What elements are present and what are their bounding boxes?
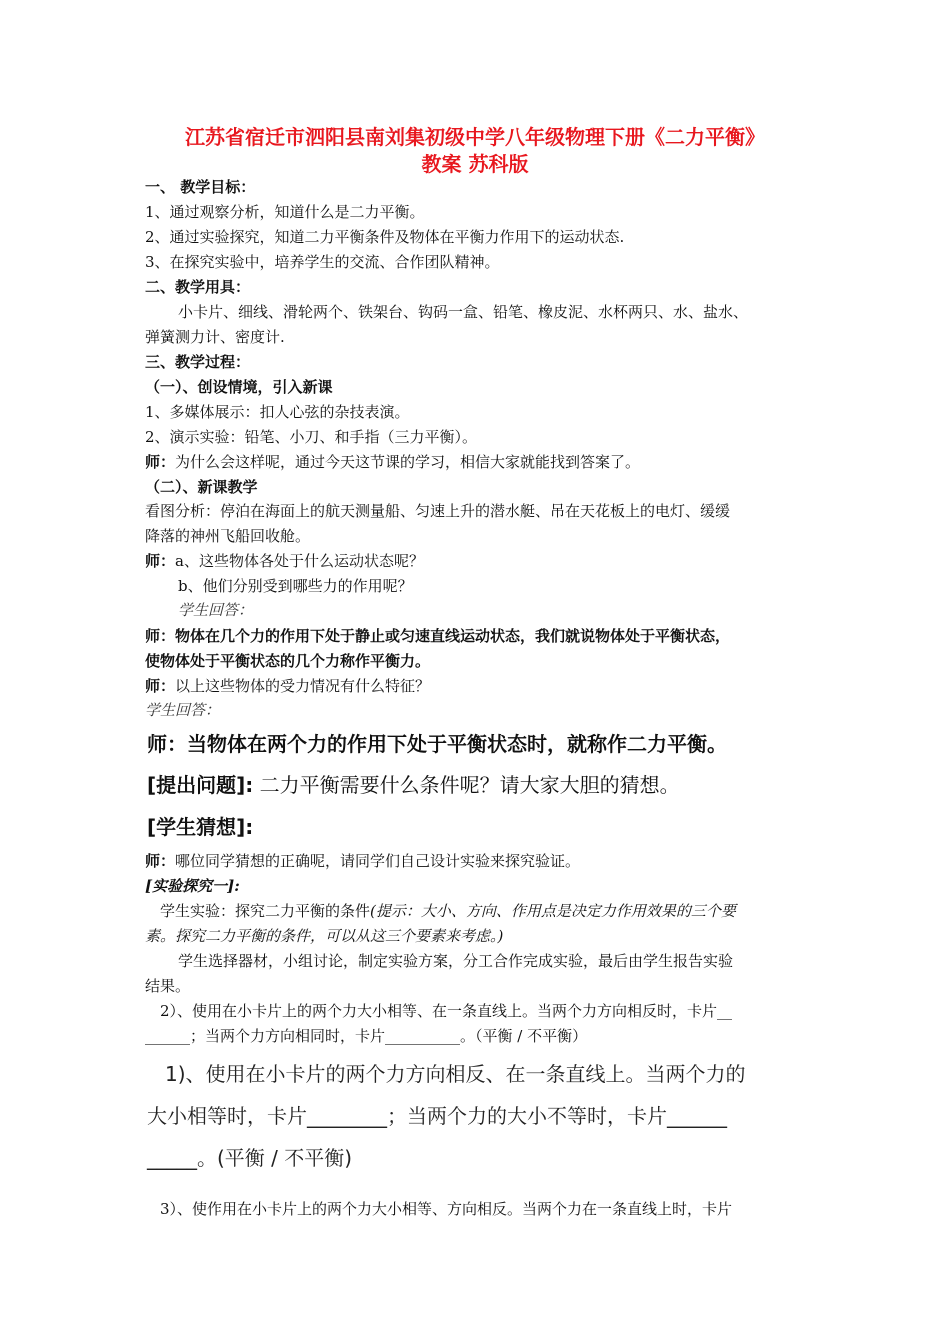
student-guess-label: [学生猜想]: — [147, 815, 254, 839]
teacher-text: 以上这些物体的受力情况有什么特征？ — [175, 677, 431, 695]
teacher-line-3 — [145, 850, 815, 872]
student-experiment-text: 学生实验：探究二力平衡的条件 — [160, 902, 371, 920]
condition-2-line-2: ______；当两个力方向相同时，卡片__________。（平衡 / 不平衡） — [145, 1027, 588, 1045]
tools-line-1: 小卡片、细线、滑轮两个、铁架台、钩码一盒、铅笔、橡皮泥、水杯两只、水、盐水、 — [178, 303, 749, 321]
section-teaching-goals: 一、 教学目标： — [145, 178, 256, 196]
raise-question-label: [提出问题]: — [147, 773, 254, 797]
condition-1-line-2: 大小相等时，卡片________；当两个力的大小不等时，卡片______ — [147, 1104, 727, 1128]
condition-1-line-3: _____。(平衡 / 不平衡) — [147, 1146, 353, 1170]
teacher-text: 哪位同学猜想的正确呢，请同学们自己设计实验来探究验证。 — [175, 852, 581, 870]
question-b: b、他们分别受到哪些力的作用呢？ — [178, 577, 413, 595]
student-experiment-line-3: 学生选择器材，小组讨论，制定实验方案，分工合作完成实验，最后由学生报告实验 — [178, 952, 734, 970]
intro-item-1: 1、多媒体展示：扣人心弦的杂技表演。 — [145, 403, 410, 421]
raise-question — [147, 771, 680, 799]
student-experiment-line-2: 素。探究二力平衡的条件，可以从这三个要素来考虑。) — [145, 927, 504, 945]
definition-line-1: 师：物体在几个力的作用下处于静止或匀速直线运动状态，我们就说物体处于平衡状态， — [145, 627, 731, 645]
definition-line-2: 使物体处于平衡状态的几个力称作平衡力。 — [145, 652, 431, 670]
question-a — [145, 550, 815, 572]
raise-question-text: 二力平衡需要什么条件呢？请大家大胆的猜想。 — [253, 773, 680, 797]
goal-1: 1、通过观察分析，知道什么是二力平衡。 — [145, 203, 425, 221]
document-title-line1: 江苏省宿迁市泗阳县南刘集初级中学八年级物理下册《二力平衡》 — [185, 125, 765, 149]
student-answer-1: 学生回答： — [178, 601, 254, 619]
section-teaching-process: 三、教学过程： — [145, 353, 251, 371]
teacher-line-2 — [145, 675, 815, 697]
teacher-label: 师： — [145, 453, 176, 471]
student-experiment-line-4: 结果。 — [145, 977, 191, 995]
experiment-one-label: [实验探究一]: — [145, 877, 240, 895]
student-experiment-line-1 — [160, 900, 830, 922]
hint-text: (提示：大小、方向、作用点是决定力作用效果的三个要 — [370, 902, 736, 920]
teacher-label: 师： — [145, 677, 176, 695]
subsection-new-lesson: （二）、新课教学 — [145, 478, 258, 496]
teacher-text: 为什么会这样呢，通过今天这节课的学习，相信大家就能找到答案了。 — [175, 453, 641, 471]
picture-analysis-line-1: 看图分析：停泊在海面上的航天测量船、匀速上升的潜水艇、吊在天花板上的电灯、缓缓 — [145, 502, 731, 520]
picture-analysis-line-2: 降落的神州飞船回收舱。 — [145, 527, 311, 545]
student-answer-2: 学生回答： — [145, 701, 221, 719]
question-a-text: a、这些物体各处于什么运动状态呢？ — [175, 552, 424, 570]
teacher-label: 师： — [145, 852, 176, 870]
teacher-line-1 — [145, 451, 815, 473]
condition-2-line-1: 2）、使用在小卡片上的两个力大小相等、在一条直线上。当两个力方向相反时，卡片__ — [160, 1002, 733, 1020]
tools-line-2: 弹簧测力计、密度计. — [145, 328, 285, 346]
intro-item-2: 2、演示实验：铅笔、小刀、和手指（三力平衡）。 — [145, 428, 478, 446]
goal-3: 3、在探究实验中，培养学生的交流、合作团队精神。 — [145, 253, 500, 271]
subsection-intro: （一）、创设情境，引入新课 — [145, 378, 333, 396]
condition-3-line-1: 3）、使作用在小卡片上的两个力大小相等、方向相反。当两个力在一条直线上时，卡片 — [160, 1200, 733, 1218]
document-title-line2: 教案 苏科版 — [421, 152, 529, 176]
condition-1-line-1: 1)、使用在小卡片的两个力方向相反、在一条直线上。当两个力的 — [165, 1062, 746, 1086]
two-force-balance-definition: 师：当物体在两个力的作用下处于平衡状态时，就称作二力平衡。 — [147, 732, 727, 756]
teacher-label: 师： — [145, 552, 176, 570]
section-teaching-tools: 二、教学用具： — [145, 278, 251, 296]
goal-2: 2、通过实验探究，知道二力平衡条件及物体在平衡力作用下的运动状态. — [145, 228, 625, 246]
